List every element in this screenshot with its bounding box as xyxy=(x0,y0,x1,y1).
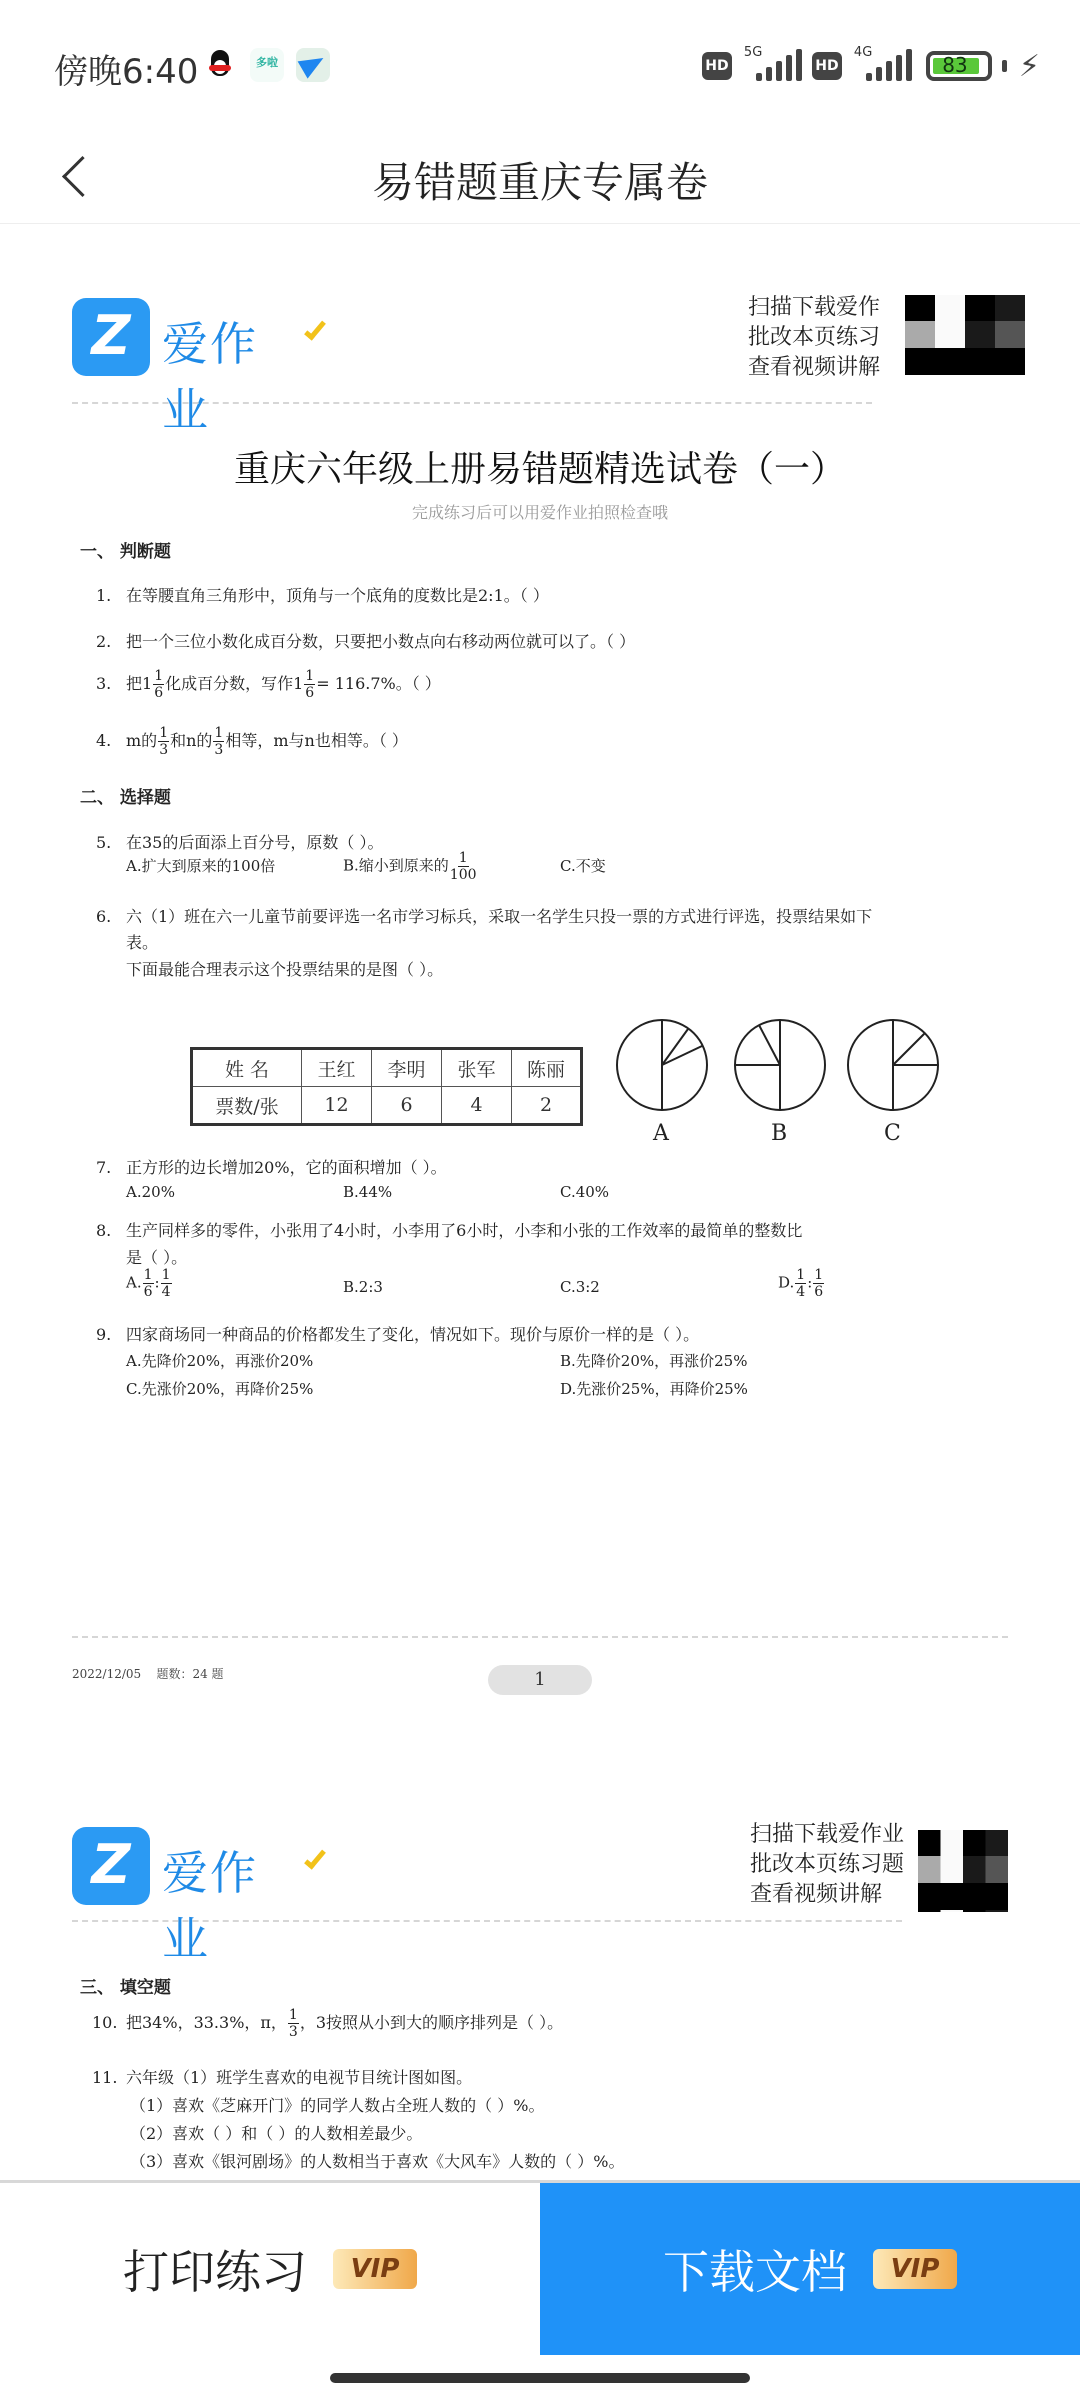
question-11-sub-3: （3）喜欢《银河剧场》的人数相当于喜欢《大风车》人数的（ ）%。 xyxy=(130,2152,625,2171)
qr-code-icon xyxy=(905,295,1025,375)
question-text: 在35的后面添上百分号，原数（ ）。 xyxy=(126,833,384,852)
question-text: 六年级（1）班学生喜欢的电视节目统计图如图。 xyxy=(126,2068,473,2087)
fraction xyxy=(813,1267,824,1300)
question-number: 1. xyxy=(96,586,112,605)
question-number: 2. xyxy=(96,632,112,651)
question-text: 和n的 xyxy=(170,731,213,750)
fraction xyxy=(158,725,169,758)
question-11 xyxy=(92,2065,472,2088)
page-number-badge: 1 xyxy=(488,1665,592,1695)
bottom-action-bar xyxy=(0,2180,1080,2400)
denominator: 4 xyxy=(161,1284,171,1300)
question-number: 4. xyxy=(96,731,112,750)
option-b xyxy=(343,850,478,883)
question-10 xyxy=(92,2007,563,2040)
divider xyxy=(72,1636,1008,1638)
pie-label-b: B xyxy=(771,1121,788,1146)
table-cell: 陈丽 xyxy=(512,1049,582,1087)
divider xyxy=(72,402,872,404)
numerator: 1 xyxy=(458,850,468,866)
vote-results-table xyxy=(190,1047,583,1126)
table-row xyxy=(192,1087,582,1125)
exam-title: 重庆六年级上册易错题精选试卷（一） xyxy=(233,449,846,490)
duola-label: 多啦 xyxy=(256,56,278,69)
fraction xyxy=(795,1267,806,1300)
pie-chart-a xyxy=(617,1020,707,1110)
page-footer-meta xyxy=(72,1665,224,1682)
option-text: D. xyxy=(778,1273,795,1292)
question-text: 把一个三位小数化成百分数，只要把小数点向右移动两位就可以了。（ ） xyxy=(126,632,636,651)
question-number: 3. xyxy=(96,674,112,693)
option-d: D.先涨价25%，再降价25% xyxy=(560,1380,748,1398)
send-icon xyxy=(296,48,330,82)
question-text: 正方形的边长增加20%，它的面积增加（ ）。 xyxy=(126,1158,447,1177)
question-text: ，3按照从小到大的顺序排列是（ ）。 xyxy=(299,2013,564,2032)
question-3 xyxy=(96,668,441,701)
pie-label-a: A xyxy=(653,1121,669,1146)
denominator: 6 xyxy=(154,685,164,701)
question-8 xyxy=(96,1218,802,1241)
option-d: D. $\frac{1}{4}$ : $\frac{1}{6}$ xyxy=(778,1267,824,1300)
denominator: 6 xyxy=(143,1284,153,1300)
fraction xyxy=(143,1267,154,1300)
logo-name: 爱作业 xyxy=(162,1846,258,1966)
fraction xyxy=(304,668,315,701)
denominator: 100 xyxy=(449,867,477,883)
signal-5g-icon xyxy=(742,45,802,83)
exam-date: 2022/12/05 xyxy=(72,1667,142,1681)
question-5 xyxy=(96,830,383,853)
numerator: 1 xyxy=(161,1267,171,1283)
question-number: 6. xyxy=(96,907,112,926)
numerator: 1 xyxy=(796,1267,806,1283)
table-cell: 李明 xyxy=(372,1049,442,1087)
question-1 xyxy=(96,583,549,606)
aizuoye-logo xyxy=(72,298,292,437)
aizuoye-logo xyxy=(72,1827,292,1966)
question-text: m的 xyxy=(126,731,158,750)
qr-line: 查看视频讲解 xyxy=(750,1882,883,1907)
option-b: B.44% xyxy=(343,1183,393,1201)
vip-badge: VIP xyxy=(333,2249,417,2289)
option-a: A.扩大到原来的100倍 xyxy=(126,857,276,875)
question-text: 六（1）班在六一儿童节前要评选一名市学习标兵，采取一名学生只投一票的方式进行评选，投票结果如下 xyxy=(126,907,873,926)
question-text: 把34%，33.3%，π， xyxy=(126,2013,287,2032)
document-viewer[interactable] xyxy=(0,225,1080,2180)
table-cell: 4 xyxy=(442,1087,512,1125)
option-b: B.先降价20%，再涨价25% xyxy=(560,1352,748,1370)
question-6-cont: 表。 xyxy=(126,933,159,952)
option-text: A. xyxy=(126,1273,142,1292)
option-a: A.20% xyxy=(126,1183,175,1201)
question-text: 相等，m与n也相等。（ ） xyxy=(225,731,408,750)
status-time: 傍晚6:40 xyxy=(54,52,199,92)
home-indicator[interactable] xyxy=(330,2373,750,2383)
question-text: 把1 xyxy=(126,674,153,693)
download-label: 下载文档 xyxy=(663,2245,847,2299)
pie-chart-c xyxy=(848,1020,938,1110)
question-11-sub-2: （2）喜欢（ ）和（ ）的人数相差最少。 xyxy=(130,2124,423,2143)
numerator: 1 xyxy=(159,725,169,741)
document-page-2 xyxy=(0,1795,1080,2180)
question-text: 化成百分数，写作1 xyxy=(165,674,304,693)
section-heading: 二、 选择题 xyxy=(80,788,171,808)
question-number: 9. xyxy=(96,1325,112,1344)
logo-tile xyxy=(72,298,150,376)
question-2 xyxy=(96,629,635,652)
status-indicators xyxy=(702,45,1040,84)
question-4 xyxy=(96,725,408,758)
option-c: C.不变 xyxy=(560,857,606,875)
network-type-label: 5G xyxy=(743,45,763,60)
page-title: 易错题重庆专属卷 xyxy=(371,158,708,207)
hd-icon: HD xyxy=(812,52,842,80)
qr-instructions xyxy=(750,1820,904,1910)
qr-instructions xyxy=(748,293,880,383)
numerator: 1 xyxy=(214,725,224,741)
print-practice-button[interactable] xyxy=(0,2183,540,2355)
section-heading: 一、 判断题 xyxy=(80,542,171,562)
denominator: 4 xyxy=(796,1284,806,1300)
numerator: 1 xyxy=(143,1267,153,1283)
denominator: 6 xyxy=(305,685,315,701)
question-7 xyxy=(96,1155,447,1178)
fraction xyxy=(288,2007,299,2040)
table-cell: 6 xyxy=(372,1087,442,1125)
question-6 xyxy=(96,904,872,927)
question-count: 题数：24 题 xyxy=(156,1667,224,1681)
option-a: A. $\frac{1}{6}$ : $\frac{1}{4}$ xyxy=(126,1267,171,1300)
print-label: 打印练习 xyxy=(123,2245,307,2299)
qq-icon xyxy=(203,48,237,82)
question-text: 四家商场同一种商品的价格都发生了变化，情况如下。现价与原价一样的是（ ）。 xyxy=(126,1325,700,1344)
fraction xyxy=(450,850,477,883)
signal-4g-icon xyxy=(852,45,912,83)
question-text: 生产同样多的零件，小张用了4小时，小李用了6小时，小李和小张的工作效率的最简单的整数比 xyxy=(126,1221,803,1240)
question-text: 在等腰直角三角形中，顶角与一个底角的度数比是2:1。（ ） xyxy=(126,586,549,605)
option-c: C.40% xyxy=(560,1183,610,1201)
qr-line: 扫描下载爱作 xyxy=(748,295,881,320)
table-cell: 2 xyxy=(512,1087,582,1125)
numerator: 1 xyxy=(305,668,315,684)
qr-code-icon xyxy=(918,1830,1008,1912)
question-6-prompt: 下面最能合理表示这个投票结果的是图（ ）。 xyxy=(126,960,444,979)
denominator: 3 xyxy=(288,2024,298,2040)
table-cell: 王红 xyxy=(302,1049,372,1087)
pie-chart-b xyxy=(735,1020,825,1110)
fraction xyxy=(161,1267,172,1300)
logo-tile xyxy=(72,1827,150,1905)
question-11-sub-1: （1）喜欢《芝麻开门》的同学人数占全班人数的（ ）%。 xyxy=(130,2096,545,2115)
qr-line: 查看视频讲解 xyxy=(748,355,881,380)
fraction xyxy=(153,668,164,701)
top-navigation-bar xyxy=(0,130,1080,224)
divider xyxy=(72,1920,902,1922)
denominator: 6 xyxy=(814,1284,824,1300)
table-cell: 12 xyxy=(302,1087,372,1125)
hd-icon: HD xyxy=(702,52,732,80)
network-type-label: 4G xyxy=(853,45,873,60)
vip-badge: VIP xyxy=(873,2249,957,2289)
logo-name: 爱作业 xyxy=(162,317,258,437)
section-heading: 三、 填空题 xyxy=(80,1978,171,1998)
option-c: C.先涨价20%，再降价25% xyxy=(126,1380,314,1398)
check-mark-icon xyxy=(304,1846,326,1869)
charging-bolt-icon: ⚡ xyxy=(1018,48,1040,84)
question-9 xyxy=(96,1322,699,1345)
question-number: 5. xyxy=(96,833,112,852)
exam-subtitle: 完成练习后可以用爱作业拍照检查哦 xyxy=(411,503,668,522)
qr-line: 批改本页练习题 xyxy=(750,1852,905,1877)
download-document-button[interactable] xyxy=(540,2183,1080,2355)
table-cell: 姓 名 xyxy=(192,1049,302,1087)
numerator: 1 xyxy=(288,2007,298,2023)
option-c: C.3:2 xyxy=(560,1278,600,1296)
question-number: 7. xyxy=(96,1158,112,1177)
qr-line: 扫描下载爱作业 xyxy=(750,1822,905,1847)
option-a: A.先降价20%，再涨价20% xyxy=(126,1352,314,1370)
table-cell: 张军 xyxy=(442,1049,512,1087)
logo-letter: Z xyxy=(91,304,131,367)
battery-icon xyxy=(926,51,992,81)
pie-label-c: C xyxy=(884,1121,901,1146)
duola-icon xyxy=(250,48,284,82)
fraction xyxy=(213,725,224,758)
option-b: B.2:3 xyxy=(343,1278,383,1296)
qr-line: 批改本页练习 xyxy=(748,325,881,350)
numerator: 1 xyxy=(154,668,164,684)
question-text: = 116.7%。（ ） xyxy=(316,674,441,693)
document-page-1 xyxy=(0,225,1080,1785)
option-text: B.缩小到原来的 xyxy=(343,856,449,875)
battery-level: 83 xyxy=(942,53,968,77)
table-cell: 票数/张 xyxy=(192,1087,302,1125)
numerator: 1 xyxy=(814,1267,824,1283)
question-number: 10. xyxy=(92,2013,118,2032)
status-bar xyxy=(0,0,1080,130)
check-mark-icon xyxy=(304,317,326,340)
denominator: 3 xyxy=(159,742,169,758)
pie-chart-options xyxy=(610,1015,950,1125)
battery-tip xyxy=(1002,60,1007,72)
denominator: 3 xyxy=(214,742,224,758)
table-row xyxy=(192,1049,582,1087)
question-number: 8. xyxy=(96,1221,112,1240)
question-8-cont: 是（ ）。 xyxy=(126,1248,188,1267)
question-number: 11. xyxy=(92,2068,118,2087)
logo-letter: Z xyxy=(91,1833,131,1896)
